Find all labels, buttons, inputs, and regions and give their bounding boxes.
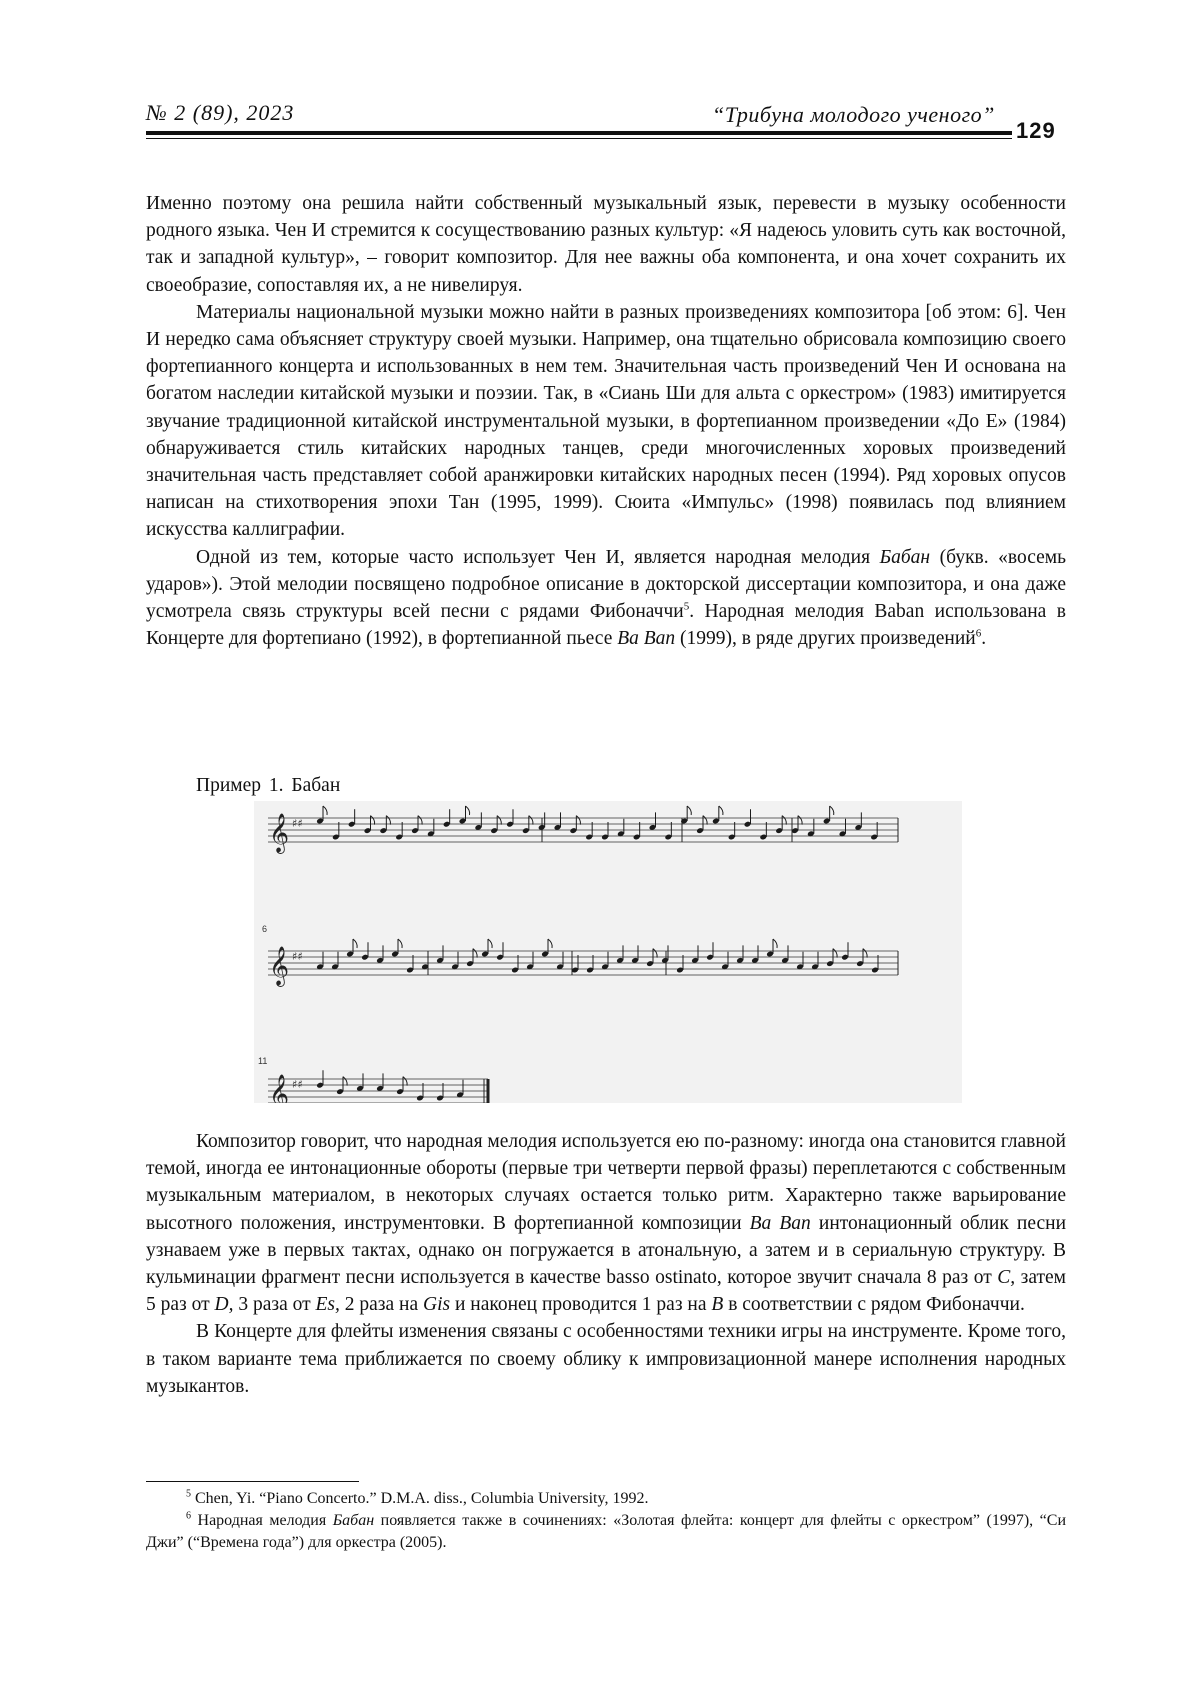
footnote-text: Народная мелодия	[191, 1512, 333, 1529]
note-flag	[371, 816, 375, 825]
italic-term: Ba Ban	[617, 628, 675, 649]
italic-note: B	[711, 1294, 723, 1315]
header-rule-thin	[146, 138, 1012, 139]
text-run: 3 раза от	[233, 1294, 315, 1315]
treble-clef-icon: 𝄞	[269, 946, 289, 987]
note-flag	[798, 816, 802, 825]
note-flag	[719, 806, 723, 815]
text-run: Одной из тем, которые часто использует Чен И, является народная мелодия	[196, 547, 880, 568]
note-flag	[703, 816, 707, 825]
footnote-number: 5	[186, 1489, 191, 1500]
paragraph-4	[146, 1128, 1066, 1318]
key-signature-icon: ♯♯	[292, 1078, 303, 1091]
footnote-ref-6: 6	[976, 628, 982, 640]
text-run: .	[981, 628, 986, 649]
key-signature-icon: ♯♯	[292, 817, 303, 830]
note-flag	[466, 806, 470, 815]
header-rule-thick	[146, 131, 1012, 135]
note-flag	[687, 806, 691, 815]
note-flag	[653, 949, 657, 958]
note-flag	[782, 816, 786, 825]
body-text-top	[146, 190, 1066, 652]
text-run: и наконец проводится 1 раз на	[450, 1294, 711, 1315]
note-flag	[343, 1077, 347, 1086]
note-flag	[830, 806, 834, 815]
paragraph-3	[146, 544, 1066, 653]
text-run: (букв. «восемь ударов»). Этой мелодии посвящено подробное описание в докторской диссертации композитора, и она даже усмотрела связь структуры всей песни с рядами Фибоначчи	[146, 547, 1066, 622]
note-flag	[403, 1077, 407, 1086]
page-number: 129	[1016, 118, 1056, 144]
italic-note: D,	[215, 1294, 234, 1315]
paragraph-2: Материалы национальной музыки можно найти в разных произведениях композитора [об этом: 6]. Чен И нередко сама объясняет структуру своей музыки. Например, она тщательно обрисовала композицию своего фортепианного концерта и использованных в нем тем. Значительная часть произведений Чен И основана на богатом наследии китайской музыки и поэзии. Так, в «Сиань Ши для альта с оркестром» (1983) имитируется звучание традиционной китайской инструментальной музыки, в фортепианном произведении «До Е» (1984) обнаруживается стиль китайских народных танцев, среди многочисленных хоровых произведений значительная часть представляет собой аранжировки китайских народных песен (1994). Ряд хоровых опусов написан на стихотворения эпохи Тан (1995, 1999). Сюита «Импульс» (1998) появилась под влиянием искусства каллиграфии.	[146, 299, 1066, 544]
body-text-bottom	[146, 1128, 1066, 1400]
footnote-text: Chen, Yi. “Piano Concerto.” D.M.A. diss., Columbia University, 1992.	[191, 1490, 648, 1507]
italic-term: Бабан	[880, 547, 930, 568]
note-flag	[548, 939, 552, 948]
music-example-baban	[254, 801, 962, 1103]
text-run: Композитор говорит, что народная мелодия используется ею по-разному: иногда она становится главной темой, иногда ее интонационные обороты (первые три четверти первой фразы) переплетаются с собственным музыкальным материалом, в некоторых случаях остается только ритм. Характерно также варьирование высотного положения, инструментовки. В фортепианной композиции	[146, 1131, 1066, 1234]
figure-caption: Пример 1. Бабан	[196, 772, 340, 799]
italic-term: Бабан	[333, 1512, 374, 1529]
footnote-separator	[146, 1481, 359, 1482]
note-flag	[323, 806, 327, 815]
journal-title: “Трибуна молодого ученого”	[712, 102, 995, 128]
note-flag	[386, 816, 390, 825]
treble-clef-icon: 𝄞	[269, 1074, 289, 1103]
paragraph-1: Именно поэтому она решила найти собственный музыкальный язык, перевести в музыку особенности родного языка. Чен И стремится к сосуществованию разных культур: «Я надеюсь уловить суть как восточной, так и западной культур», – говорит композитор. Для нее важны оба компонента, и она хочет сохранить их своеобразие, сопоставляя их, а не нивелируя.	[146, 190, 1066, 299]
text-run: (1999), в ряде других произведений	[675, 628, 976, 649]
note-flag	[576, 816, 580, 825]
footnote-number: 6	[186, 1511, 191, 1522]
key-signature-icon: ♯♯	[292, 950, 303, 963]
note-flag	[833, 949, 837, 958]
italic-note: C,	[997, 1267, 1015, 1288]
note-flag	[497, 816, 501, 825]
note-flag	[488, 939, 492, 948]
issue-number: № 2 (89), 2023	[146, 100, 294, 126]
measure-number-6: 6	[262, 924, 267, 934]
text-run: затем 5 раз от	[146, 1267, 1066, 1315]
footnote-ref-5: 5	[684, 601, 690, 613]
text-run: 2 раза на	[340, 1294, 423, 1315]
paragraph-5: В Концерте для флейты изменения связаны с особенностями техники игры на инструменте. Кроме того, в таком варианте тема приближается по своему облику к импровизационной манере исполнения народных музыкантов.	[146, 1318, 1066, 1400]
footnote-5	[146, 1488, 1066, 1510]
italic-note: Gis	[423, 1294, 450, 1315]
note-flag	[529, 816, 533, 825]
note-flag	[398, 939, 402, 948]
italic-term: Ba Ban	[750, 1213, 811, 1234]
note-flag	[418, 816, 422, 825]
text-run: в соответствии с рядом Фибоначчи.	[723, 1294, 1025, 1315]
journal-page	[0, 0, 1200, 1698]
note-flag	[473, 949, 477, 958]
footnote-text: появляется также в сочинениях: «Золотая флейта: концерт для флейты с оркестром” (1997), “Си Джи” (“Времена года”) для оркестра (2005).	[146, 1512, 1066, 1551]
footnote-6	[146, 1510, 1066, 1554]
footnotes	[146, 1488, 1066, 1554]
note-flag	[863, 949, 867, 958]
treble-clef-icon: 𝄞	[269, 813, 289, 854]
note-flag	[353, 939, 357, 948]
italic-note: Es,	[316, 1294, 340, 1315]
text-run: интонационный облик песни узнаваем уже в первых тактах, однако он погружается в атональную, а затем и в сериальную структуру. В кульминации фрагмент песни используется в качестве basso ostinato, которое звучит сначала 8 раз от	[146, 1213, 1066, 1288]
measure-number-11: 11	[258, 1056, 267, 1066]
note-flag	[773, 939, 777, 948]
music-score	[254, 801, 962, 1103]
text-run: . Народная мелодия Baban использована в Концерте для фортепиано (1992), в фортепианной пьесе	[146, 601, 1066, 649]
